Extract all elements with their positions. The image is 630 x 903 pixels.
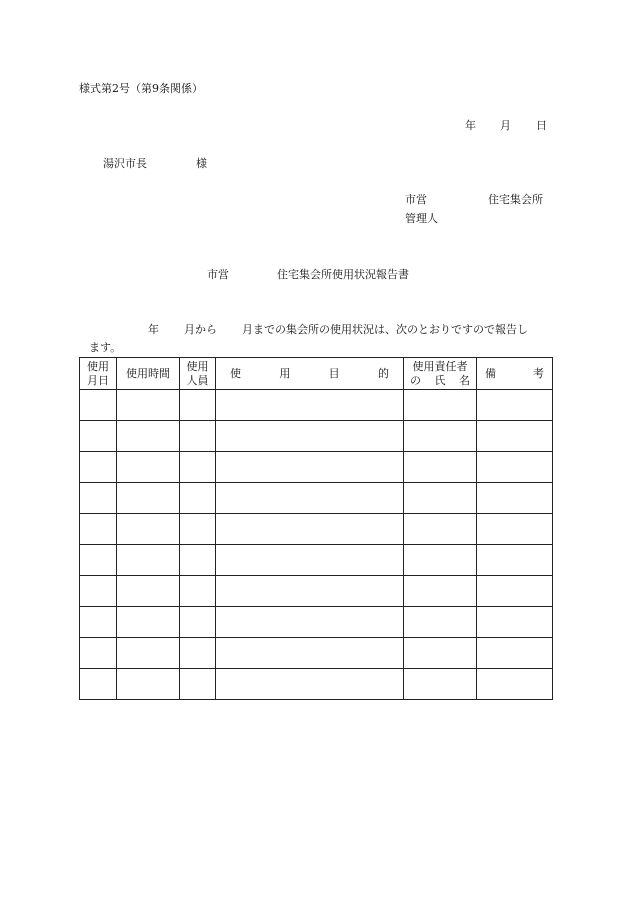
cell-responsible-person[interactable] xyxy=(404,390,477,421)
cell-remarks[interactable] xyxy=(477,452,553,483)
cell-remarks[interactable] xyxy=(477,483,553,514)
addressee-honorific: 様 xyxy=(196,157,207,170)
cell-people[interactable] xyxy=(180,607,216,638)
cell-use-date[interactable] xyxy=(80,576,117,607)
cell-use-time[interactable] xyxy=(117,669,180,700)
cell-responsible-person[interactable] xyxy=(404,607,477,638)
sender-suffix: 住宅集会所 xyxy=(488,193,543,206)
header-use-date: 使用 月日 xyxy=(80,358,117,390)
cell-responsible-person[interactable] xyxy=(404,576,477,607)
cell-use-time[interactable] xyxy=(117,483,180,514)
body-year: 年 xyxy=(148,323,159,336)
sender-role: 管理人 xyxy=(405,212,438,225)
cell-use-date[interactable] xyxy=(80,421,117,452)
cell-responsible-person[interactable] xyxy=(404,514,477,545)
cell-use-time[interactable] xyxy=(117,545,180,576)
cell-use-date[interactable] xyxy=(80,545,117,576)
usage-report-table xyxy=(79,357,553,700)
date-year: 年 xyxy=(465,119,476,132)
page-title: 住宅集会所使用状況報告書 xyxy=(277,268,409,281)
sender-prefix: 市営 xyxy=(405,193,427,206)
cell-remarks[interactable] xyxy=(477,421,553,452)
cell-responsible-person[interactable] xyxy=(404,638,477,669)
cell-remarks[interactable] xyxy=(477,514,553,545)
table-header-row xyxy=(80,358,553,390)
addressee-name: 湯沢市長 xyxy=(103,157,147,170)
cell-responsible-person[interactable] xyxy=(404,669,477,700)
cell-purpose[interactable] xyxy=(216,514,404,545)
cell-use-time[interactable] xyxy=(117,638,180,669)
body-month-to: 月までの集会所の使用状況は、次のとおりですので報告し xyxy=(242,323,528,336)
date-month: 月 xyxy=(500,119,511,132)
cell-purpose[interactable] xyxy=(216,390,404,421)
header-people: 使用 人員 xyxy=(180,358,216,390)
cell-purpose[interactable] xyxy=(216,452,404,483)
cell-purpose[interactable] xyxy=(216,607,404,638)
body-continuation: ます。 xyxy=(89,341,122,354)
table-row xyxy=(80,421,553,452)
title-prefix: 市営 xyxy=(207,268,229,281)
table-row xyxy=(80,514,553,545)
cell-remarks[interactable] xyxy=(477,390,553,421)
cell-people[interactable] xyxy=(180,390,216,421)
cell-purpose[interactable] xyxy=(216,576,404,607)
cell-use-date[interactable] xyxy=(80,452,117,483)
table-row xyxy=(80,576,553,607)
cell-people[interactable] xyxy=(180,421,216,452)
cell-people[interactable] xyxy=(180,514,216,545)
header-responsible-person: 使用責任者 の 氏 名 xyxy=(404,358,477,390)
cell-responsible-person[interactable] xyxy=(404,452,477,483)
table-row xyxy=(80,545,553,576)
cell-use-date[interactable] xyxy=(80,514,117,545)
form-number: 様式第2号（第9条関係） xyxy=(79,82,203,95)
cell-people[interactable] xyxy=(180,483,216,514)
header-remarks: 備 考 xyxy=(477,358,553,390)
cell-purpose[interactable] xyxy=(216,421,404,452)
cell-people[interactable] xyxy=(180,669,216,700)
header-purpose: 使 用 目 的 xyxy=(216,358,404,390)
table-row xyxy=(80,669,553,700)
cell-people[interactable] xyxy=(180,638,216,669)
cell-use-date[interactable] xyxy=(80,669,117,700)
cell-use-date[interactable] xyxy=(80,607,117,638)
cell-use-date[interactable] xyxy=(80,390,117,421)
body-month-from: 月から xyxy=(184,323,217,336)
cell-use-time[interactable] xyxy=(117,390,180,421)
cell-purpose[interactable] xyxy=(216,483,404,514)
cell-people[interactable] xyxy=(180,576,216,607)
cell-use-time[interactable] xyxy=(117,576,180,607)
cell-use-time[interactable] xyxy=(117,607,180,638)
cell-use-time[interactable] xyxy=(117,452,180,483)
cell-responsible-person[interactable] xyxy=(404,421,477,452)
cell-responsible-person[interactable] xyxy=(404,483,477,514)
cell-responsible-person[interactable] xyxy=(404,545,477,576)
cell-people[interactable] xyxy=(180,545,216,576)
cell-remarks[interactable] xyxy=(477,669,553,700)
table-row xyxy=(80,452,553,483)
cell-remarks[interactable] xyxy=(477,638,553,669)
cell-remarks[interactable] xyxy=(477,576,553,607)
cell-use-time[interactable] xyxy=(117,421,180,452)
date-day: 日 xyxy=(536,119,547,132)
cell-purpose[interactable] xyxy=(216,545,404,576)
cell-remarks[interactable] xyxy=(477,545,553,576)
cell-purpose[interactable] xyxy=(216,638,404,669)
header-use-time: 使用時間 xyxy=(117,358,180,390)
table-row xyxy=(80,483,553,514)
cell-purpose[interactable] xyxy=(216,669,404,700)
cell-use-date[interactable] xyxy=(80,638,117,669)
table-row xyxy=(80,607,553,638)
cell-use-date[interactable] xyxy=(80,483,117,514)
table-row xyxy=(80,638,553,669)
cell-remarks[interactable] xyxy=(477,607,553,638)
table-row xyxy=(80,390,553,421)
cell-use-time[interactable] xyxy=(117,514,180,545)
cell-people[interactable] xyxy=(180,452,216,483)
